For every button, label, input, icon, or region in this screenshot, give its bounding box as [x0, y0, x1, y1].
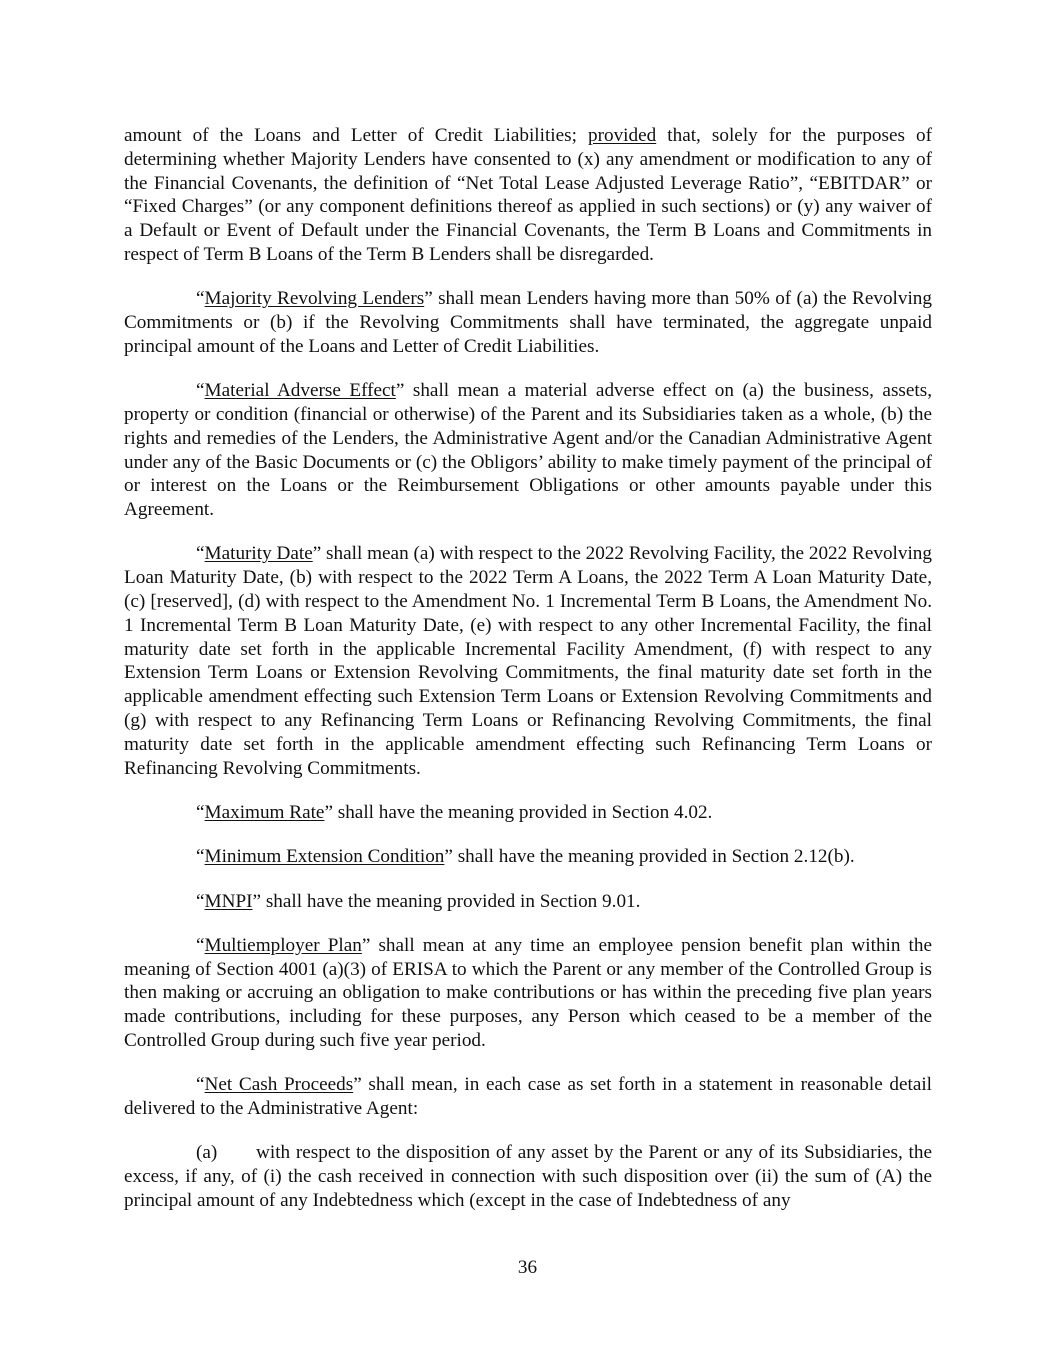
- definition-maximum-rate: [124, 801, 932, 825]
- subclause-label: (a): [196, 1142, 218, 1164]
- defined-term: Material Adverse Effect: [204, 380, 396, 402]
- definition-text: ” shall have the meaning provided in Section 9.01.: [252, 890, 641, 912]
- defined-term: Net Cash Proceeds: [204, 1074, 354, 1096]
- definition-majority-revolving-lenders: [124, 287, 932, 358]
- open-quote: “: [196, 543, 205, 565]
- open-quote: “: [196, 934, 205, 956]
- definition-text: ” shall mean (a) with respect to the 2022 Revolving Facility, the 2022 Revolving Loan Maturity Date, (b) with respect to the 2022 Term A Loans, the 2022 Term A Loan Maturity Date, (c) [reserved], (d) with respect to the Amendment No. 1 Incremental Term B Loans, the Amendment No. 1 Incremental Term B Loan Maturity Date, (e) with respect to any other Incremental Facility, the final maturity date set forth in the applicable Incremental Facility Amendment, (f) with respect to any Extension Term Loans or Extension Revolving Commitments, the final maturity date set forth in the applicable amendment effecting such Extension Term Loans or Extension Revolving Commitments and (g) with respect to any Refinancing Term Loans or Refinancing Revolving Commitments, the final maturity date set forth in the applicable amendment effecting such Refinancing Term Loans or Refinancing Revolving Commitments.: [124, 543, 932, 779]
- defined-term: MNPI: [204, 890, 253, 912]
- open-quote: “: [196, 846, 205, 868]
- definition-text: ” shall have the meaning provided in Section 2.12(b).: [444, 846, 855, 868]
- definition-net-cash-proceeds: [124, 1073, 932, 1121]
- page-number: 36: [517, 1257, 538, 1278]
- open-quote: “: [196, 890, 205, 912]
- open-quote: “: [196, 288, 205, 310]
- definition-continuation-paragraph: [124, 124, 932, 267]
- defined-term: Majority Revolving Lenders: [204, 288, 425, 310]
- document-page: [124, 124, 932, 1233]
- definition-mnpi: [124, 890, 932, 914]
- definition-material-adverse-effect: [124, 379, 932, 522]
- paragraph-text-post: that, solely for the purposes of determining whether Majority Lenders have consented to (x) any amendment or modification to any of the Financial Covenants, the definition of “Net Total Lease Adjusted Leverage Ratio”, “EBITDAR” or “Fixed Charges” (or any component definitions thereof as applied in such sections) or (y) any waiver of a Default or Event of Default under the Financial Covenants, the Term B Loans and Commitments in respect of Term B Loans of the Term B Lenders shall be disregarded.: [124, 125, 932, 265]
- provided-term: provided: [588, 125, 657, 146]
- defined-term: Minimum Extension Condition: [204, 846, 445, 868]
- defined-term: Maximum Rate: [204, 801, 325, 823]
- open-quote: “: [196, 380, 205, 402]
- definition-text: ” shall mean Lenders having more than 50% of (a) the Revolving Commitments or (b) if the Revolving Commitments shall have terminated, the aggregate unpaid principal amount of the Loans and Letter of Credit Liabilities.: [124, 288, 932, 357]
- definition-multiemployer-plan: [124, 934, 932, 1053]
- definition-maturity-date: [124, 542, 932, 780]
- subclause-text: with respect to the disposition of any asset by the Parent or any of its Subsidiaries, the excess, if any, of (i) the cash received in connection with such disposition over (ii) the sum of (A) the principal amount of any Indebtedness which (except in the case of Indebtedness of any: [124, 1142, 932, 1211]
- open-quote: “: [196, 1074, 205, 1096]
- definition-text: ” shall mean, in each case as set forth in a statement in reasonable detail delivered to the Administrative Agent:: [124, 1074, 933, 1120]
- definition-text: ” shall mean a material adverse effect on (a) the business, assets, property or condition (financial or otherwise) of the Parent and its Subsidiaries taken as a whole, (b) the rights and remedies of the Lenders, the Administrative Agent and/or the Canadian Administrative Agent under any of the Basic Documents or (c) the Obligors’ ability to make timely payment of the principal of or interest on the Loans or the Reimbursement Obligations or other amounts payable under this Agreement.: [124, 380, 932, 521]
- definition-text: ” shall have the meaning provided in Section 4.02.: [324, 801, 713, 823]
- paragraph-text-pre: amount of the Loans and Letter of Credit Liabilities;: [124, 125, 588, 146]
- defined-term: Multiemployer Plan: [204, 934, 362, 956]
- subclause-a: [124, 1141, 932, 1212]
- definition-minimum-extension-condition: [124, 845, 932, 869]
- defined-term: Maturity Date: [204, 543, 313, 565]
- definition-text: ” shall mean at any time an employee pension benefit plan within the meaning of Section 4001 (a)(3) of ERISA to which the Parent or any member of the Controlled Group is then making or accruing an obligation to make contributions or has within the preceding five plan years made contributions, including for these purposes, any Person which ceased to be a member of the Controlled Group during such five year period.: [124, 934, 932, 1051]
- open-quote: “: [196, 801, 205, 823]
